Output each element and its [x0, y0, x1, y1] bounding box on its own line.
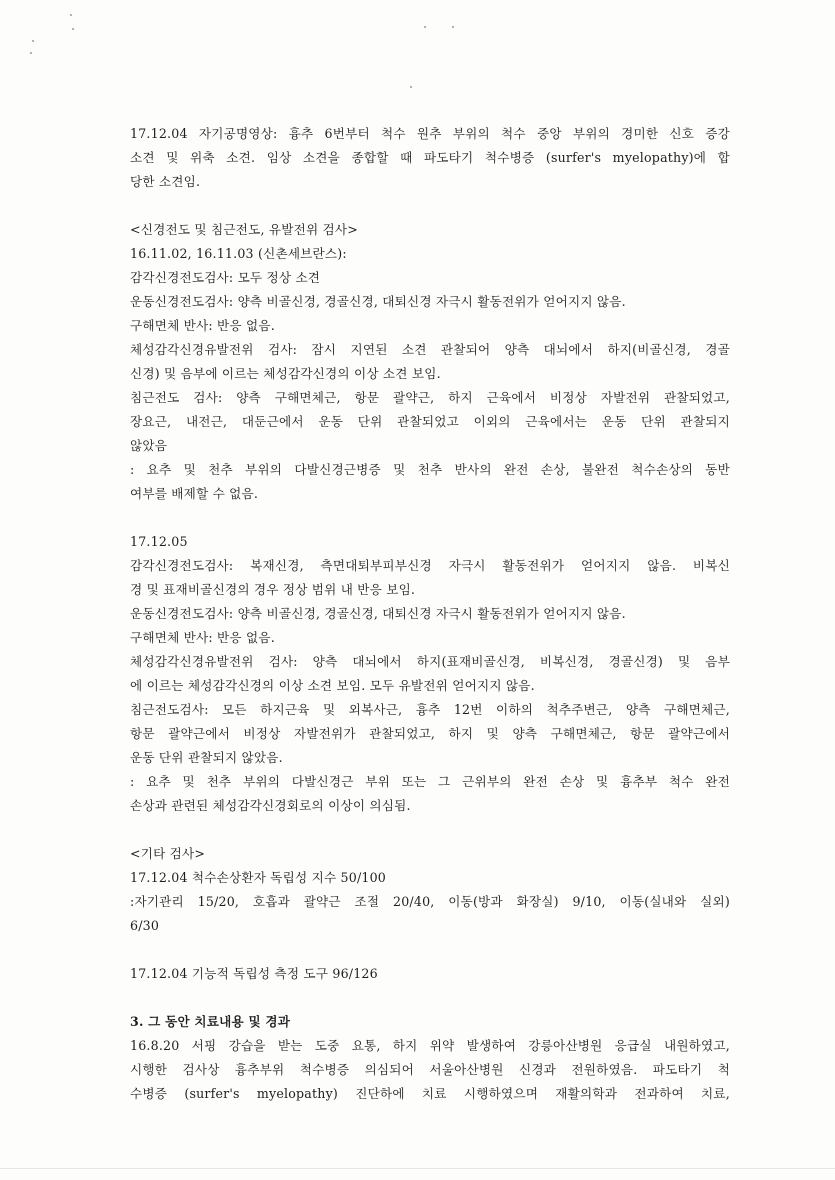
paragraph-gap — [130, 818, 730, 842]
text-line: :자기관리 15/20, 호흡과 괄약근 조절 20/40, 이동(방과 화장실) 9/10, 이동(실내와 실외) — [130, 894, 730, 909]
paragraph-gap — [130, 506, 730, 530]
text-line: 16.11.02, 16.11.03 (신촌세브란스): — [130, 246, 347, 261]
text-line: 침근전도검사: 모든 하지근육 및 외복사근, 흉추 12번 이하의 척추주변근, 양측 구해면체근, — [130, 702, 730, 717]
text-line: 운동 단위 관찰되지 않았음. — [130, 750, 283, 765]
text-line: 체성감각신경유발전위 검사: 잠시 지연된 소견 관찰되어 양측 대뇌에서 하지(비골신경, 경골 — [130, 342, 730, 357]
text-line: 여부를 배제할 수 없음. — [130, 486, 259, 501]
scan-speck — [424, 26, 426, 28]
text-line: 17.12.05 — [130, 534, 188, 549]
text-line: 않았음 — [130, 438, 168, 453]
text-line: 감각신경전도검사: 복재신경, 측면대퇴부피부신경 자극시 활동전위가 얻어지지 않음. 비복신 — [130, 558, 730, 573]
text-line: 구해면체 반사: 반응 없음. — [130, 318, 275, 333]
text-line: 체성감각신경유발전위 검사: 양측 대뇌에서 하지(표재비골신경, 비복신경, 경골신경) 및 음부 — [130, 654, 730, 669]
text-line: 17.12.04 자기공명영상: 흉추 6번부터 척수 원추 부위의 척수 중앙 부위의 경미한 신호 증강 — [130, 126, 730, 141]
paragraph-gap — [130, 194, 730, 218]
text-line: 당한 소견임. — [130, 174, 201, 189]
text-line: <신경전도 및 침근전도, 유발전위 검사> — [130, 222, 359, 237]
page-bottom-edge — [0, 1168, 835, 1169]
text-line: 에 이르는 체성감각신경의 이상 소견 보임. 모두 유발전위 얻어지지 않음. — [130, 678, 535, 693]
text-line: 경 및 표재비골신경의 경우 정상 범위 내 반응 보임. — [130, 582, 416, 597]
text-line: 6/30 — [130, 918, 160, 933]
text-line: 구해면체 반사: 반응 없음. — [130, 630, 275, 645]
scan-speck — [452, 26, 454, 28]
text-line: 운동신경전도검사: 양측 비골신경, 경골신경, 대퇴신경 자극시 활동전위가 얻어지지 않음. — [130, 294, 626, 309]
text-line: : 요추 및 천추 부위의 다발신경근병증 및 천추 반사의 완전 손상, 불완전 척수손상의 동반 — [130, 462, 730, 477]
text-line: 16.8.20 서핑 강습을 받는 도중 요통, 하지 위약 발생하여 강릉아산병원 응급실 내원하였고, — [130, 1038, 730, 1053]
text-line: 시행한 검사상 흉추부위 척수병증 의심되어 서울아산병원 신경과 전원하였음. 파도타기 척 — [130, 1062, 730, 1077]
text-line: 항문 괄약근에서 비정상 자발전위가 관찰되었고, 하지 및 양측 구해면체근, 항문 괄약근에서 — [130, 726, 730, 741]
text-line: 소견 및 위축 소견. 임상 소견을 종합할 때 파도타기 척수병증 (surfer's myelopathy)에 합 — [130, 150, 730, 165]
text-line: 장요근, 내전근, 대둔근에서 운동 단위 관찰되었고 이외의 근육에서는 운동 단위 관찰되지 — [130, 414, 730, 429]
text-line: 수병증 (surfer's myelopathy) 진단하에 치료 시행하였으며 재활의학과 전과하여 치료, — [130, 1086, 730, 1101]
scan-speck — [32, 40, 34, 42]
text-line: 운동신경전도검사: 양측 비골신경, 경골신경, 대퇴신경 자극시 활동전위가 얻어지지 않음. — [130, 606, 626, 621]
text-line: 침근전도 검사: 양측 구해면체근, 항문 괄약근, 하지 근육에서 비정상 자발전위 관찰되었고, — [130, 390, 730, 405]
scan-speck — [70, 14, 72, 16]
text-line: 감각신경전도검사: 모두 정상 소견 — [130, 270, 321, 285]
paragraph-gap — [130, 938, 730, 962]
scan-speck — [410, 86, 412, 88]
text-line: <기타 검사> — [130, 846, 206, 861]
text-line: 손상과 관련된 체성감각신경회로의 이상이 의심됨. — [130, 798, 411, 813]
text-line: 17.12.04 척수손상환자 독립성 지수 50/100 — [130, 870, 387, 885]
text-line: 17.12.04 기능적 독립성 측정 도구 96/126 — [130, 966, 378, 981]
document-body — [130, 122, 730, 1106]
scan-speck — [30, 52, 32, 54]
section-title: 3. 그 동안 치료내용 및 경과 — [130, 1014, 291, 1029]
paragraph-gap — [130, 986, 730, 1010]
text-line: 신경) 및 음부에 이르는 체성감각신경의 이상 소견 보임. — [130, 366, 441, 381]
scan-speck — [72, 28, 74, 30]
text-line: : 요추 및 천추 부위의 다발신경근 부위 또는 그 근위부의 완전 손상 및 흉추부 척수 완전 — [130, 774, 730, 789]
